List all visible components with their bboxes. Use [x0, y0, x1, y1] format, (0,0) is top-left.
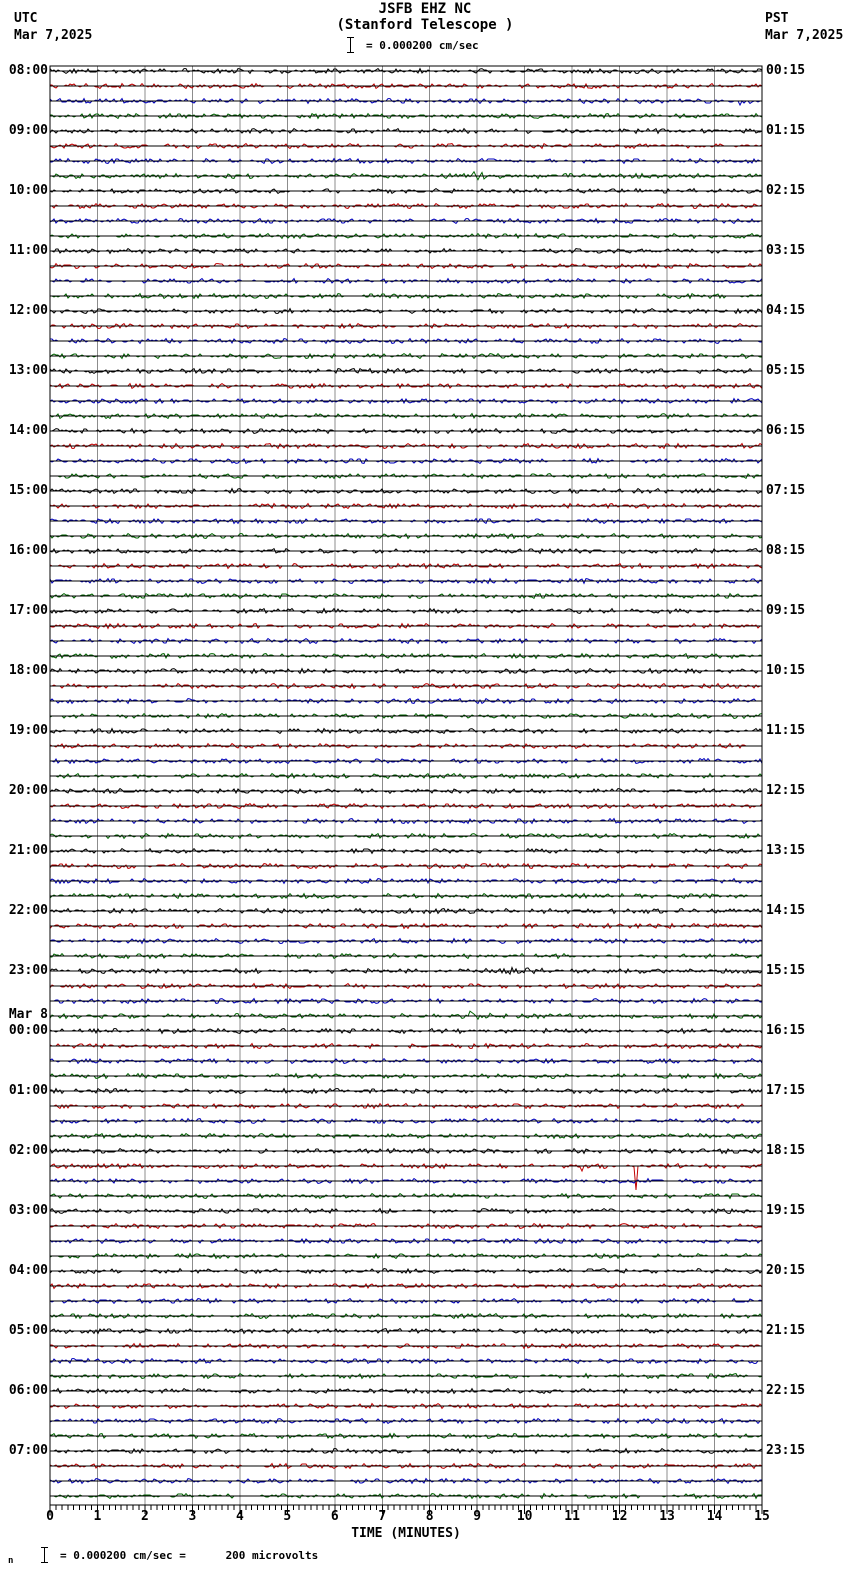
utc-hour-label: 17:00: [8, 603, 48, 618]
utc-hour-label: 13:00: [8, 363, 48, 378]
utc-hour-label: 23:00: [8, 963, 48, 978]
pst-date-label: Mar 7,2025: [765, 28, 844, 43]
utc-hour-label: 21:00: [8, 843, 48, 858]
pst-hour-label: 22:15: [766, 1383, 806, 1398]
page-title: JSFB EHZ NC: [378, 1, 472, 17]
utc-hour-label: 07:00: [8, 1443, 48, 1458]
axis-minute-label: 5: [283, 1509, 292, 1524]
pst-hour-label: 15:15: [766, 963, 806, 978]
pst-hour-label: 02:15: [766, 183, 806, 198]
utc-hour-label: 11:00: [8, 243, 48, 258]
utc-hour-label: 10:00: [8, 183, 48, 198]
pst-hour-label: 17:15: [766, 1083, 806, 1098]
utc-hour-label: 20:00: [8, 783, 48, 798]
pst-hour-label: 23:15: [766, 1443, 806, 1458]
footer-scale-ibeam-icon: [40, 1547, 49, 1563]
utc-hour-label: 19:00: [8, 723, 48, 738]
footer-note: = 0.000200 cm/sec = 200 microvolts: [60, 1549, 319, 1562]
pst-hour-label: 11:15: [766, 723, 806, 738]
axis-minute-label: 9: [473, 1509, 482, 1524]
axis-minute-label: 0: [46, 1509, 54, 1524]
utc-hour-label: 12:00: [8, 303, 48, 318]
utc-hour-label: 00:00: [8, 1023, 48, 1038]
utc-timezone-label: UTC: [14, 11, 38, 26]
pst-hour-label: 10:15: [766, 663, 806, 678]
pst-hour-label: 04:15: [766, 303, 806, 318]
axis-minute-label: 10: [516, 1509, 533, 1524]
axis-minute-label: 2: [141, 1509, 149, 1524]
axis-minute-label: 6: [330, 1509, 339, 1524]
pst-hour-label: 21:15: [766, 1323, 806, 1338]
utc-hour-label: 02:00: [8, 1143, 48, 1158]
pst-hour-label: 12:15: [766, 783, 806, 798]
axis-minute-label: 8: [425, 1509, 434, 1524]
utc-hour-label: 14:00: [8, 423, 48, 438]
utc-hour-label: 09:00: [8, 123, 48, 138]
plot-frame: [50, 66, 762, 1505]
utc-date-rollover-label: Mar 8: [8, 1007, 48, 1022]
pst-hour-label: 13:15: [766, 843, 806, 858]
footer-note-prefix: n: [8, 1556, 14, 1566]
axis-minute-label: 4: [235, 1509, 244, 1524]
page-subtitle: (Stanford Telescope ): [336, 17, 514, 33]
time-axis-ticks: [50, 1505, 762, 1514]
pst-hour-label: 16:15: [766, 1023, 806, 1038]
utc-hour-label: 03:00: [8, 1203, 48, 1218]
utc-hour-label: 04:00: [8, 1263, 48, 1278]
pst-hour-label: 03:15: [766, 243, 806, 258]
pst-hour-label: 20:15: [766, 1263, 806, 1278]
axis-minute-label: 7: [378, 1509, 387, 1524]
pst-hour-label: 00:15: [766, 63, 806, 78]
pst-hour-label: 08:15: [766, 543, 806, 558]
scale-label: = 0.000200 cm/sec: [366, 39, 479, 52]
axis-minute-label: 1: [93, 1509, 102, 1524]
time-axis-title: TIME (MINUTES): [351, 1526, 461, 1541]
pst-hour-label: 06:15: [766, 423, 806, 438]
pst-hour-label: 18:15: [766, 1143, 806, 1158]
utc-date-label: Mar 7,2025: [14, 28, 93, 43]
utc-hour-label: 18:00: [8, 663, 48, 678]
pst-timezone-label: PST: [765, 11, 789, 26]
axis-minute-label: 14: [706, 1509, 723, 1524]
axis-minute-label: 12: [611, 1509, 628, 1524]
utc-hour-label: 06:00: [8, 1383, 48, 1398]
utc-hour-label: 15:00: [8, 483, 48, 498]
utc-hour-label: 22:00: [8, 903, 48, 918]
axis-minute-label: 13: [659, 1509, 675, 1524]
utc-hour-label: 08:00: [8, 63, 48, 78]
axis-minute-label: 15: [754, 1509, 770, 1524]
axis-minute-label: 11: [564, 1509, 580, 1524]
pst-hour-label: 09:15: [766, 603, 806, 618]
utc-hour-label: 01:00: [8, 1083, 48, 1098]
pst-hour-label: 05:15: [766, 363, 806, 378]
seismogram-traces: [50, 69, 762, 1499]
pst-hour-label: 07:15: [766, 483, 806, 498]
utc-hour-label: 05:00: [8, 1323, 48, 1338]
pst-hour-label: 19:15: [766, 1203, 806, 1218]
pst-hour-label: 14:15: [766, 903, 806, 918]
pst-hour-label: 01:15: [766, 123, 806, 138]
utc-hour-label: 16:00: [8, 543, 48, 558]
axis-minute-label: 3: [188, 1509, 197, 1524]
